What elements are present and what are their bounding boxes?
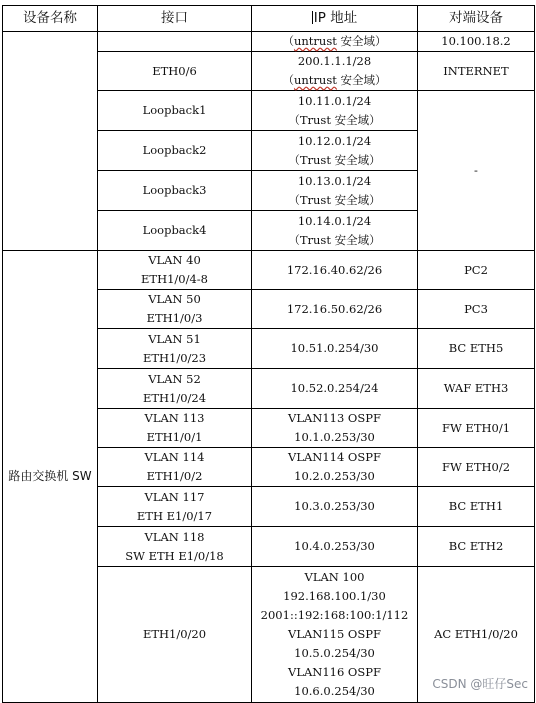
interface-cell: Loopback4 <box>98 211 252 251</box>
header-interface: 接口 <box>98 6 252 32</box>
interface-cell: VLAN 51 ETH1/0/23 <box>98 329 252 369</box>
ip-cell: 10.14.0.1/24 （Trust 安全域） <box>252 211 418 251</box>
peer-cell: BC ETH2 <box>418 527 535 567</box>
interface-cell: Loopback2 <box>98 131 252 171</box>
peer-cell: AC ETH1/0/20 <box>418 567 535 703</box>
ip-cell: 172.16.50.62/26 <box>252 290 418 329</box>
ip-cell: VLAN114 OSPF 10.2.0.253/30 <box>252 448 418 487</box>
header-row <box>3 6 535 32</box>
device-name-cell-2: 路由交换机 SW <box>3 251 98 703</box>
ip-cell: 10.51.0.254/30 <box>252 329 418 369</box>
table-row <box>3 32 535 52</box>
ip-cell: 10.11.0.1/24 （Trust 安全域） <box>252 91 418 131</box>
ip-cell: 10.13.0.1/24 （Trust 安全域） <box>252 171 418 211</box>
ip-cell: VLAN113 OSPF 10.1.0.253/30 <box>252 409 418 448</box>
header-device-name: 设备名称 <box>3 6 98 32</box>
network-address-table <box>2 5 535 703</box>
interface-cell: VLAN 113 ETH1/0/1 <box>98 409 252 448</box>
interface-cell: VLAN 50 ETH1/0/3 <box>98 290 252 329</box>
peer-cell: FW ETH0/1 <box>418 409 535 448</box>
interface-cell: Loopback1 <box>98 91 252 131</box>
interface-cell: VLAN 40 ETH1/0/4-8 <box>98 251 252 290</box>
header-ip-address: IP 地址 <box>252 6 418 32</box>
ip-cell: VLAN 100 192.168.100.1/30 2001::192:168:100:1/112 VLAN115 OSPF 10.5.0.254/30 VLAN116 OSPF 10.6.0.254/30 <box>252 567 418 703</box>
peer-cell: INTERNET <box>418 52 535 91</box>
peer-cell: BC ETH1 <box>418 487 535 527</box>
peer-cell: WAF ETH3 <box>418 369 535 409</box>
peer-cell: PC3 <box>418 290 535 329</box>
ip-cell: 10.52.0.254/24 <box>252 369 418 409</box>
header-peer-device: 对端设备 <box>418 6 535 32</box>
interface-cell: ETH0/6 <box>98 52 252 91</box>
interface-cell: Loopback3 <box>98 171 252 211</box>
table-row <box>3 251 535 290</box>
interface-cell <box>98 32 252 52</box>
csdn-watermark: CSDN @旺仔Sec <box>432 677 528 691</box>
ip-cell: 10.3.0.253/30 <box>252 487 418 527</box>
ip-cell: 200.1.1.1/28 （untrust 安全域） <box>252 52 418 91</box>
interface-cell: ETH1/0/20 <box>98 567 252 703</box>
ip-cell: （untrust 安全域） <box>252 32 418 52</box>
ip-cell: 10.12.0.1/24 （Trust 安全域） <box>252 131 418 171</box>
peer-cell: PC2 <box>418 251 535 290</box>
text-cursor <box>312 11 313 24</box>
peer-cell: BC ETH5 <box>418 329 535 369</box>
interface-cell: VLAN 114 ETH1/0/2 <box>98 448 252 487</box>
ip-cell: 10.4.0.253/30 <box>252 527 418 567</box>
interface-cell: VLAN 117 ETH E1/0/17 <box>98 487 252 527</box>
peer-cell: FW ETH0/2 <box>418 448 535 487</box>
peer-cell: - <box>418 91 535 251</box>
device-name-cell-1 <box>3 32 98 251</box>
peer-cell: 10.100.18.2 <box>418 32 535 52</box>
interface-cell: VLAN 52 ETH1/0/24 <box>98 369 252 409</box>
interface-cell: VLAN 118 SW ETH E1/0/18 <box>98 527 252 567</box>
ip-cell: 172.16.40.62/26 <box>252 251 418 290</box>
